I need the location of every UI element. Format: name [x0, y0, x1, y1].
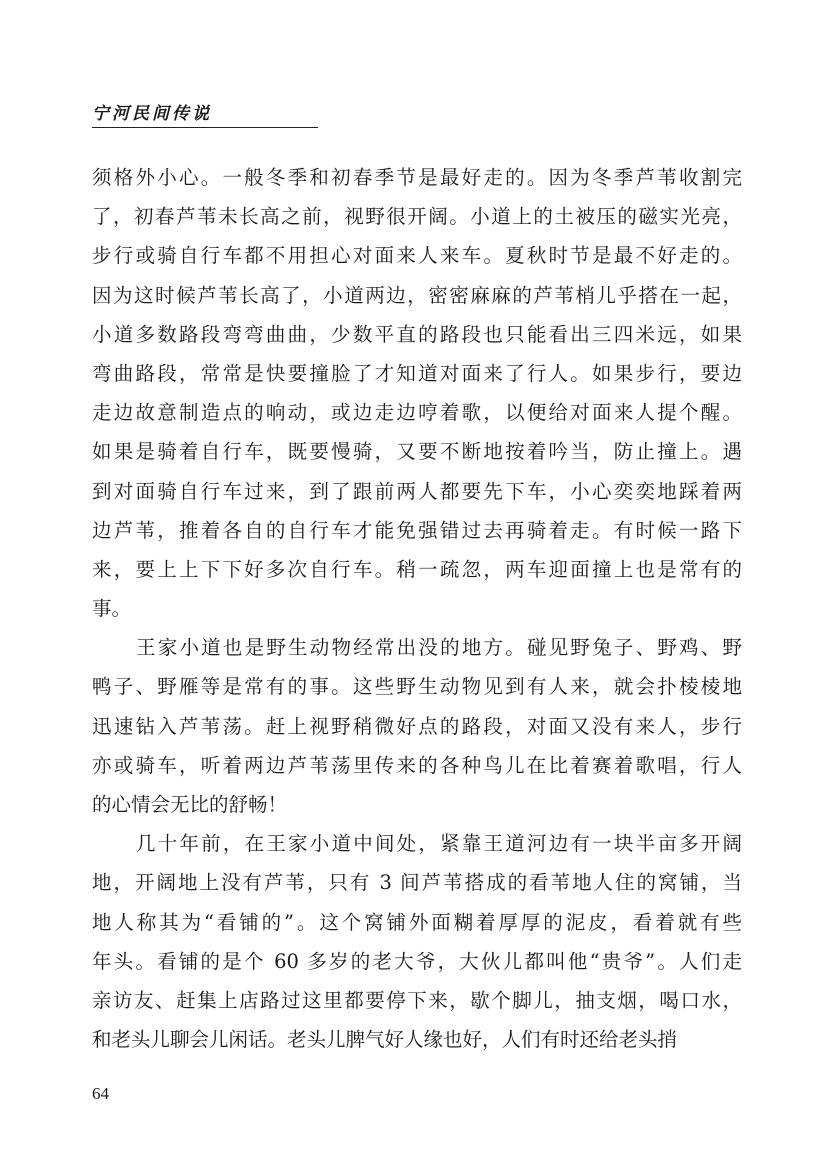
- text-line: 来，要上上下下好多次自行车。稍一疏忽，两车迎面撞上也是常有的: [92, 557, 742, 581]
- text-line: 边芦苇，推着各自的自行车才能免强错过去再骑着走。有时候一路下: [92, 518, 742, 542]
- text-line: 年头。看铺的是个 60 多岁的老大爷，大伙儿都叫他“贵爷”。人们走: [92, 949, 742, 973]
- text-line: 王家小道也是野生动物经常出没的地方。碰见野兔子、野鸡、野: [136, 636, 742, 660]
- text-line: 鸭子、野雁等是常有的事。这些野生动物见到有人来，就会扑棱棱地: [92, 675, 742, 699]
- running-head: [92, 104, 318, 128]
- running-head-title: 宁河民间传说: [92, 104, 212, 124]
- text-line: 几十年前，在王家小道中间处，紧靠王道河边有一块半亩多开阔: [136, 832, 742, 856]
- paragraph: [92, 158, 742, 628]
- paragraph: [92, 824, 742, 1059]
- text-line: 了，初春芦苇未长高之前，视野很开阔。小道上的土被压的磁实光亮，: [92, 205, 742, 229]
- text-line: 事。: [92, 597, 132, 621]
- text-line: 亦或骑车，听着两边芦苇荡里传来的各种鸟儿在比着赛着歌唱，行人: [92, 753, 742, 777]
- running-head-rule: [92, 127, 318, 128]
- text-line: 步行或骑自行车都不用担心对面来人来车。夏秋时节是最不好走的。: [92, 244, 742, 268]
- text-line: 地，开阔地上没有芦苇，只有 3 间芦苇搭成的看苇地人住的窝铺，当: [92, 871, 742, 895]
- body-text: [92, 158, 742, 1059]
- text-line: 迅速钻入芦苇荡。赶上视野稍微好点的路段，对面又没有来人，步行: [92, 714, 742, 738]
- text-line: 小道多数路段弯弯曲曲，少数平直的路段也只能看出三四米远，如果: [92, 322, 742, 346]
- text-line: 地人称其为“看铺的”。这个窝铺外面糊着厚厚的泥皮，看着就有些: [92, 910, 742, 934]
- page-number: 64: [92, 1084, 109, 1103]
- text-line: 弯曲路段，常常是快要撞脸了才知道对面来了行人。如果步行，要边: [92, 361, 742, 385]
- text-line: 的心情会无比的舒畅！: [92, 793, 288, 816]
- text-line: 走边故意制造点的响动，或边走边哼着歌，以便给对面来人提个醒。: [92, 401, 742, 425]
- text-line: 须格外小心。一般冬季和初春季节是最好走的。因为冬季芦苇收割完: [92, 166, 742, 189]
- text-line: 和老头儿聊会儿闲话。老头儿脾气好人缘也好，人们有时还给老头捎: [92, 1028, 678, 1052]
- text-line: 如果是骑着自行车，既要慢骑，又要不断地按着吟当，防止撞上。遇: [92, 440, 742, 464]
- text-line: 到对面骑自行车过来，到了跟前两人都要先下车，小心奕奕地踩着两: [92, 479, 742, 503]
- text-line: 亲访友、赶集上店路过这里都要停下来，歇个脚儿，抽支烟，喝口水，: [92, 988, 742, 1012]
- text-line: 因为这时候芦苇长高了，小道两边，密密麻麻的芦苇梢儿乎搭在一起，: [92, 283, 742, 307]
- paragraph: [92, 628, 742, 824]
